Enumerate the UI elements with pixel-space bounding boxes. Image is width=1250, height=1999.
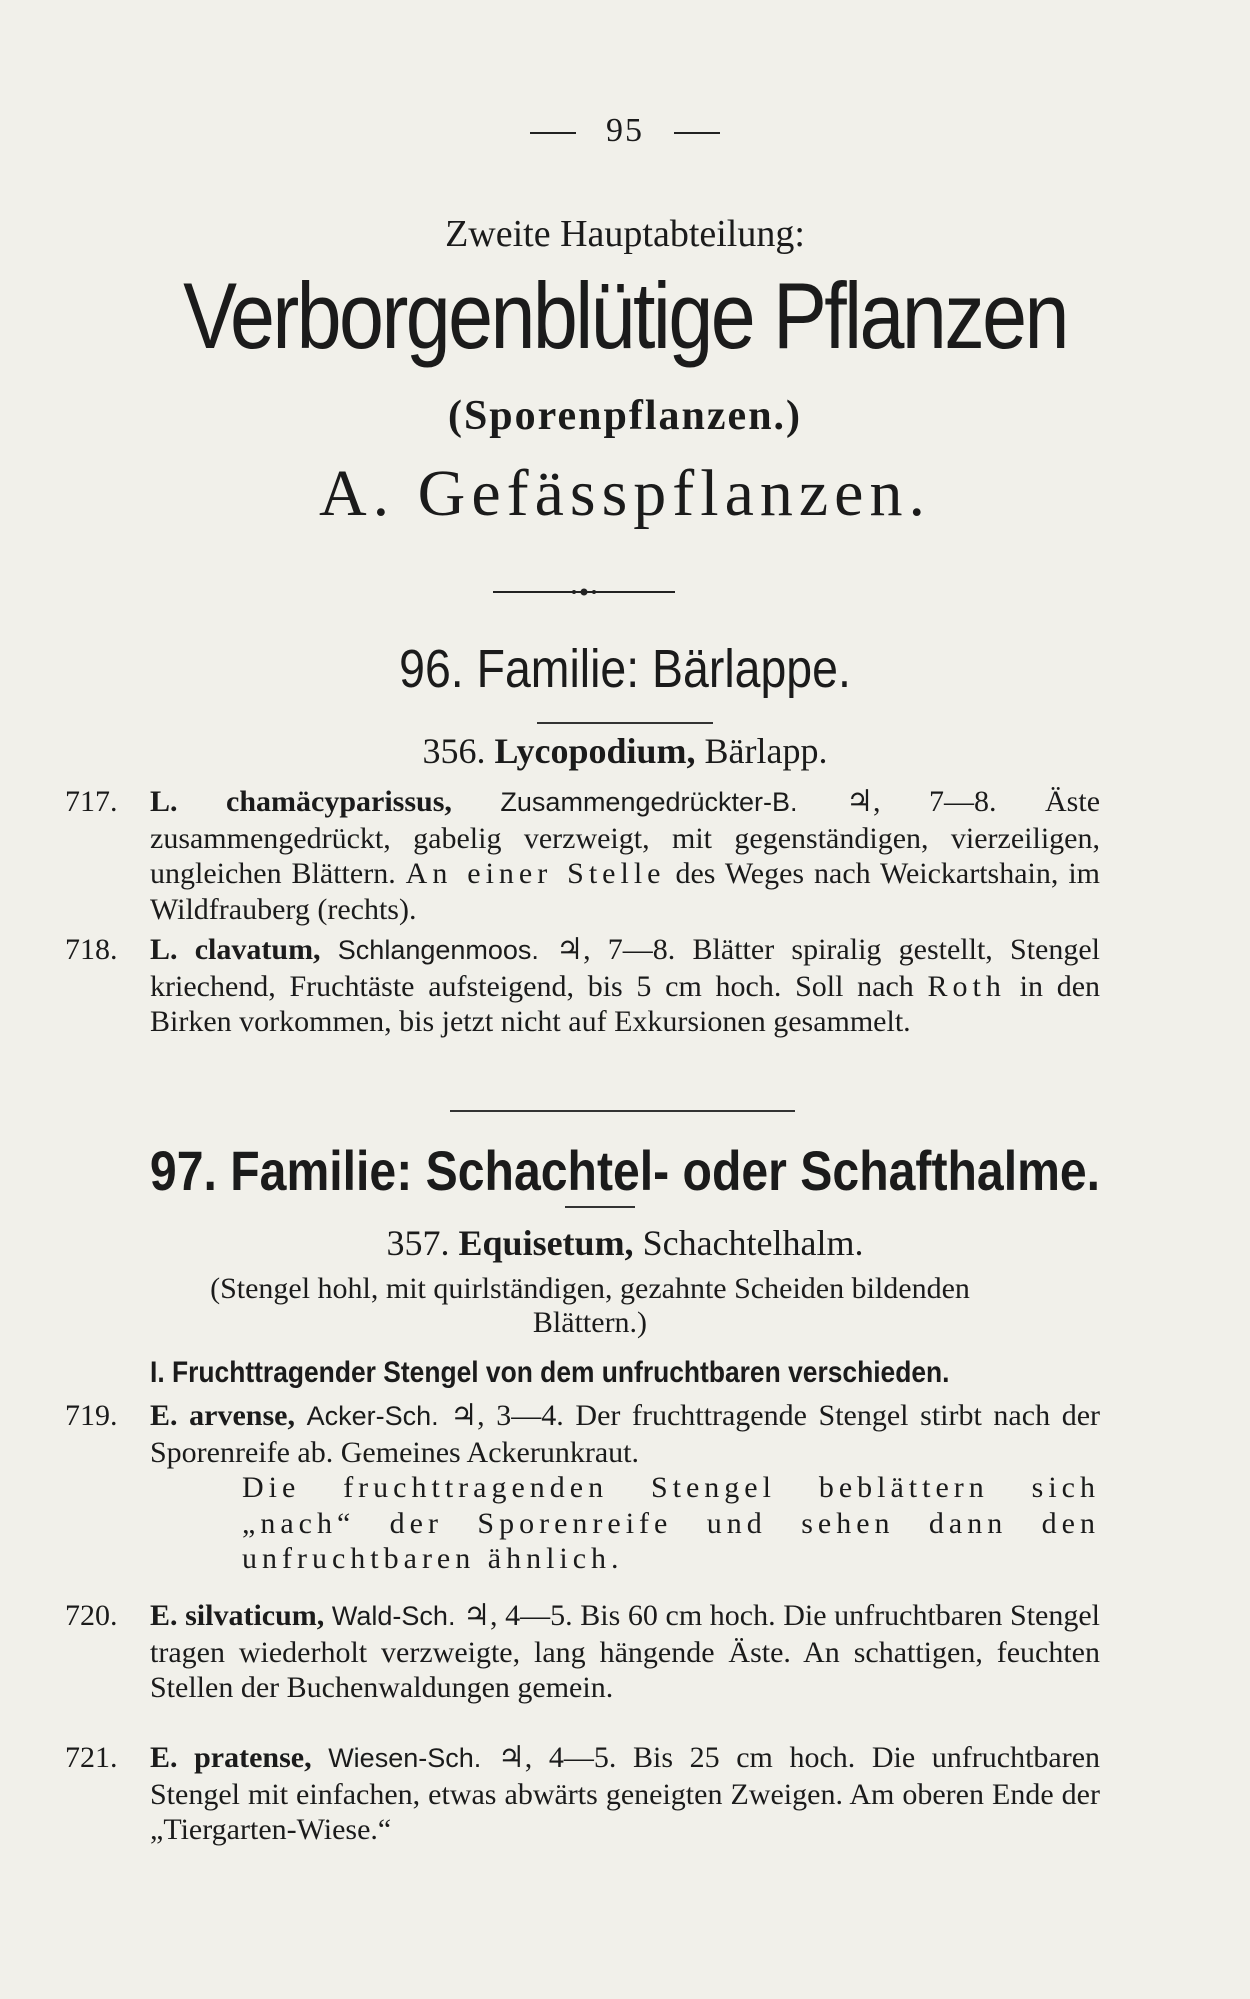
genus-note: (Stengel hohl, mit quirlständigen, gezahnte Scheiden bildenden Blättern.)	[210, 1272, 970, 1339]
rule-family-divider	[450, 1110, 795, 1112]
species-entry-721: 721. E. pratense, Wiesen-Sch. ♃, 4—5. Bis 25 cm hoch. Die unfruchtbaren Stengel mit einfachen, etwas abwärts geneigten Zweigen. Am oberen Ende der „Tiergarten-Wiese.“	[65, 1741, 1101, 1846]
species-entry-718: 718. L. clavatum, Schlangenmoos. ♃, 7—8. Blätter spiralig gestellt, Stengel kriechend, Fruchtäste aufsteigend, bis 5 cm hoch. Soll nach Roth in den Birken vorkommen, bis jetzt nicht auf Exkursionen gesammelt.	[65, 933, 1101, 1038]
rule-short	[537, 722, 713, 724]
rule-short-2	[565, 1206, 635, 1208]
genus-heading-357: 357. Equisetum, Schachtelhalm.	[386, 1223, 864, 1263]
section-heading: A. Gefässpflanzen.	[319, 457, 931, 530]
species-entry-720: 720. E. silvaticum, Wald-Sch. ♃, 4—5. Bis 60 cm hoch. Die unfruchtbaren Stengel tragen wiederholt verzweigte, lang hängende Äste. An schattigen, feuchten Stellen der Buchenwaldungen gemein.	[65, 1599, 1101, 1704]
family-heading-96: 96. Familie: Bärlappe.	[399, 639, 851, 699]
division-subtitle: Zweite Hauptabteilung:	[445, 213, 805, 255]
species-entry-719: 719. E. arvense, Acker-Sch. ♃, 3—4. Der fruchttragende Stengel stirbt nach der Sporenreife ab. Gemeines Ackerunkraut. Die fruchttragenden Stengel beblättern sich „nach“ der Sporenreife und sehen dann den unfruchtbaren ähnlich.	[65, 1399, 1100, 1575]
page-number: 95	[0, 112, 1250, 150]
division-subtitle-parenthetical: (Sporenpflanzen.)	[447, 393, 803, 439]
species-entry-717: 717. L. chamäcyparissus, Zusammengedrückter-B. ♃, 7—8. Äste zusammengedrückt, gabelig verzweigt, mit gegenständigen, vierzeiligen, ungleichen Blättern. An einer Stelle des Weges nach Weickartshain, im Wildfrauberg (rechts).	[65, 785, 1101, 926]
dash-left	[530, 132, 576, 134]
group-heading: I. Fruchttragender Stengel von dem unfruchtbaren verschieden.	[150, 1356, 950, 1389]
spaced-remark: Die fruchttragenden Stengel beblättern sich „nach“ der Sporenreife und sehen dann den unfruchtbaren ähnlich.	[242, 1471, 1100, 1575]
ornament-divider	[493, 588, 675, 596]
family-heading-97: 97. Familie: Schachtel- oder Schafthalme.	[149, 1139, 1101, 1202]
dash-right	[674, 132, 720, 134]
division-title: Verborgenblütige Pflanzen	[183, 263, 1067, 368]
genus-heading-356: 356. Lycopodium, Bärlapp.	[422, 731, 828, 771]
